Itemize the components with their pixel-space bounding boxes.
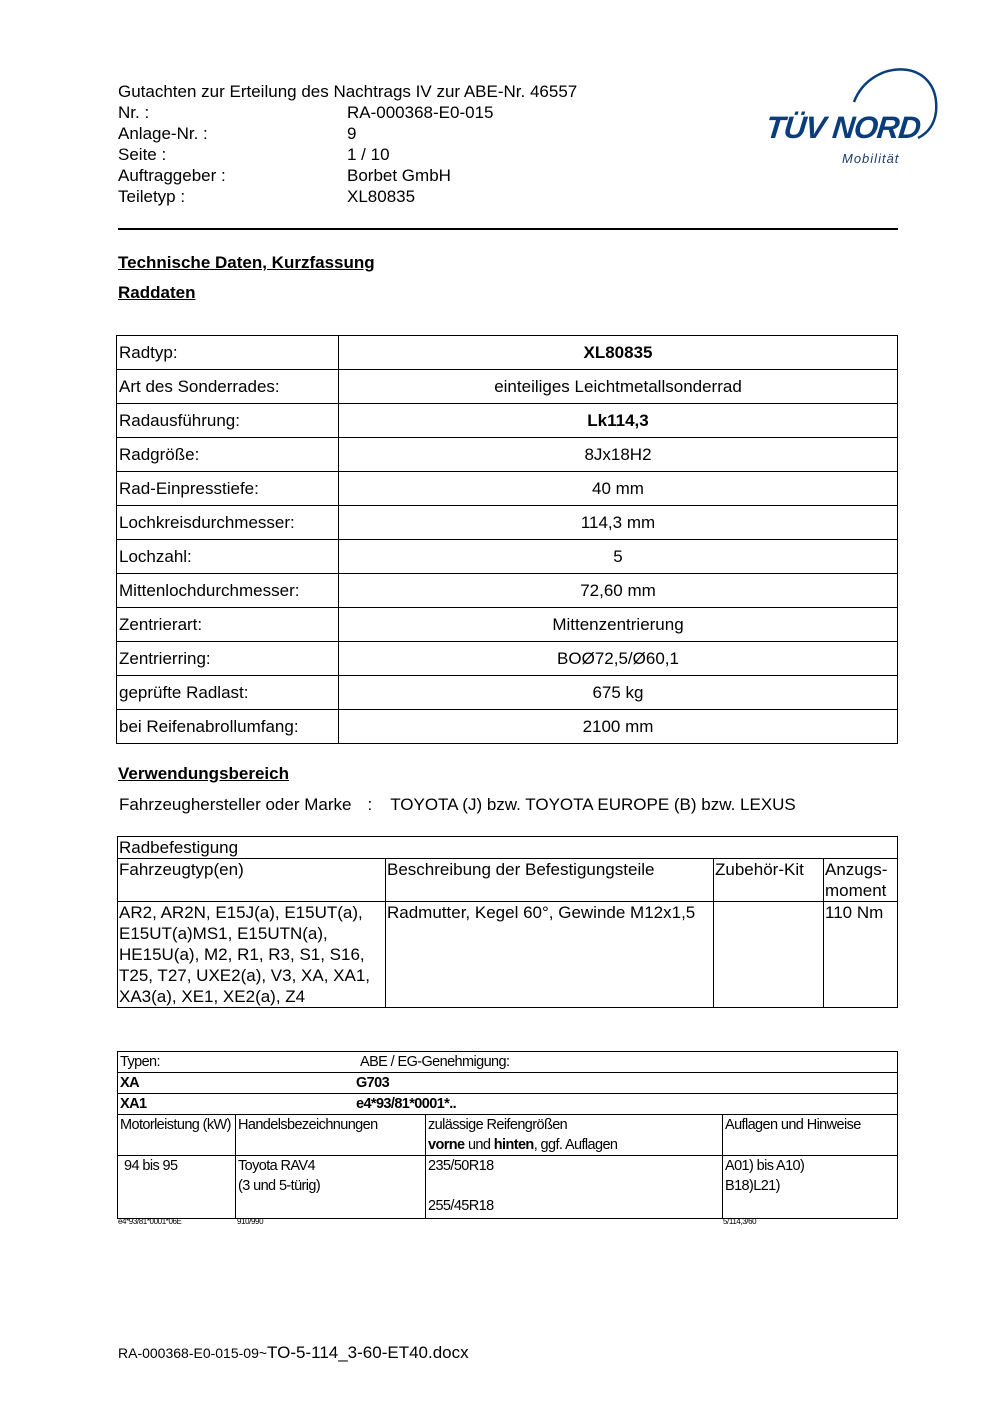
table-row: Zentrierring: BOØ72,5/Ø60,1 [117,642,898,676]
table-row: Typen: ABE / EG-Genehmigung: [118,1052,898,1073]
table-row [118,837,898,859]
section-title-verwendung: Verwendungsbereich [118,764,289,783]
fixing-title: Radbefestigung [118,837,898,859]
table-row: Lochkreisdurchmesser: 114,3 mm [117,506,898,540]
types-table [117,1051,898,1219]
table-row: bei Reifenabrollumfang: 2100 mm [117,710,898,744]
table-row: 94 bis 95 Toyota RAV4 (3 und 5-türig) 235/50R18 255/45R18 A01) bis A10) B18)L21) [118,1156,898,1219]
table-row: Radausführung: Lk114,3 [117,404,898,438]
table-row: Art des Sonderrades: einteiliges Leichtmetallsonderrad [117,370,898,404]
table-row: Radtyp: XL80835 [117,336,898,370]
table-row: Radgröße: 8Jx18H2 [117,438,898,472]
footer: RA-000368-E0-015-09~TO-5-114_3-60-ET40.docx [118,1343,469,1362]
wheel-data-table [116,335,898,744]
maker-value: TOYOTA (J) bzw. TOYOTA EUROPE (B) bzw. LEXUS [390,795,796,814]
tuv-nord-logo [766,62,941,172]
maker-label: Fahrzeughersteller oder Marke [119,795,352,814]
logo-brand: TÜV NORD [764,110,922,145]
tiny-note-approval: e4*93/81*0001*06E [118,1217,182,1226]
logo-sub: Mobilität [842,151,900,166]
header-divider [118,228,898,230]
document-header [118,81,577,207]
table-row: Lochzahl: 5 [117,540,898,574]
header-row: Seite : 1 / 10 [118,145,390,164]
maker-sep: : [367,795,373,814]
vehicle-maker [119,795,796,815]
section-title-raddaten: Raddaten [118,283,196,302]
table-header-row: Motorleistung (kW) Handelsbezeichnungen zulässige Reifengrößen vorne und hinten, ggf. Auflagen Auflagen und Hinweise [118,1115,898,1156]
tiny-note-range: 910/990 [237,1217,264,1226]
tiny-note-bolt: 5/114,3/60 [723,1217,757,1226]
section-title-tech: Technische Daten, Kurzfassung [118,253,375,272]
header-row: Auftraggeber : Borbet GmbH [118,166,451,185]
table-row: XA1 e4*93/81*0001*.. [118,1094,898,1115]
table-header-row: Fahrzeugtyp(en) Beschreibung der Befestigungsteile Zubehör-Kit Anzugs-moment [118,859,898,902]
table-row: Mittenlochdurchmesser: 72,60 mm [117,574,898,608]
table-row: Rad-Einpresstiefe: 40 mm [117,472,898,506]
table-row: geprüfte Radlast: 675 kg [117,676,898,710]
header-title: Gutachten zur Erteilung des Nachtrags IV zur ABE-Nr. 46557 [118,82,578,101]
table-row: Zentrierart: Mittenzentrierung [117,608,898,642]
header-row: Nr. : RA-000368-E0-015 [118,103,494,122]
fixing-table [117,836,898,1008]
table-row: AR2, AR2N, E15J(a), E15UT(a), E15UT(a)MS1, E15UTN(a), HE15U(a), M2, R1, R3, S1, S16, T25, T27, UXE2(a), V3, XA, XA1, XA3(a), XE1, XE2(a), Z4 Radmutter, Kegel 60°, Gewinde M12x1,5 110 Nm [118,902,898,1008]
header-row: Anlage-Nr. : 9 [118,124,357,143]
table-row: XA G703 [118,1073,898,1094]
header-row: Teiletyp : XL80835 [118,187,416,206]
